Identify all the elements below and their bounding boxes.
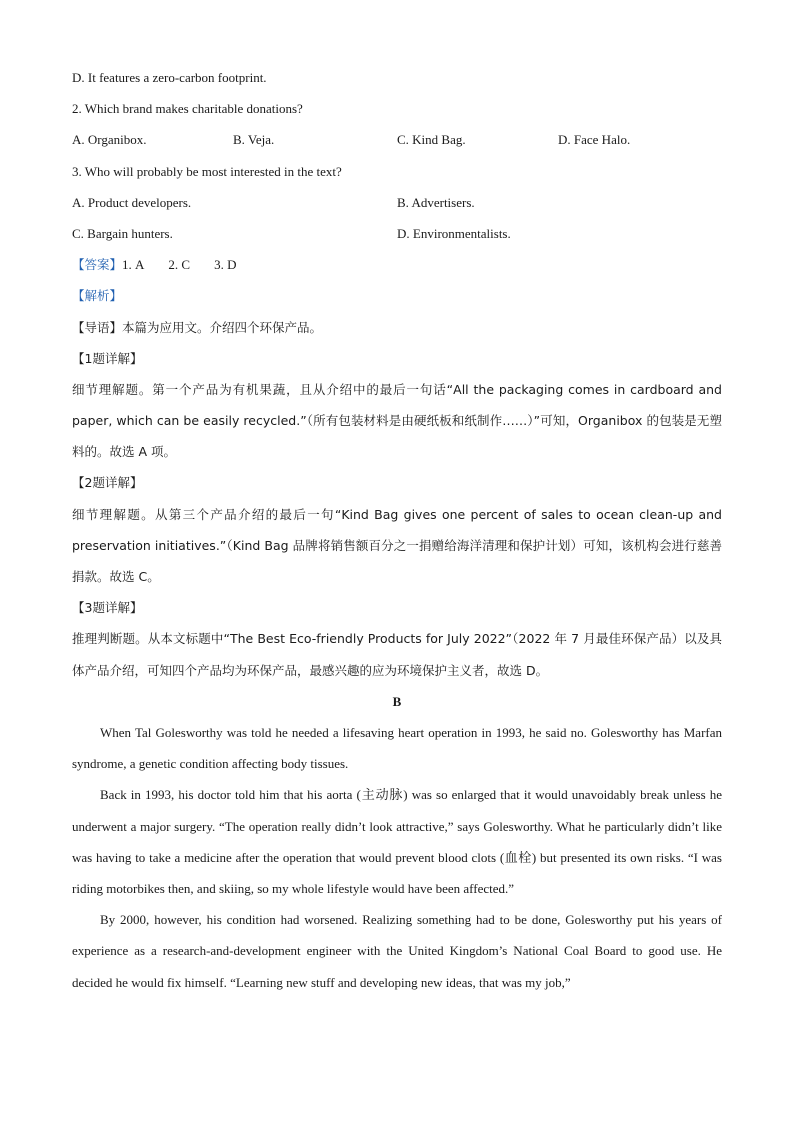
detail1-label: 【1题详解】: [72, 350, 143, 366]
q2-option-c: C. Kind Bag.: [397, 132, 466, 148]
q3-option-c: C. Bargain hunters.: [72, 225, 173, 241]
q2-option-b: B. Veja.: [233, 132, 275, 148]
section-b-heading: B: [392, 693, 402, 709]
passage-paragraph-3: By 2000, however, his condition had worsened. Realizing something had to be done, Golesworthy put his years of experience as a research-and-development engineer with the United Kingdom’s National Coal Board to good use. He decided he would fix himself. “Learning new stuff and developing new ideas, that was my job,”: [72, 912, 722, 990]
q3-question: 3. Who will probably be most interested in the text?: [72, 163, 342, 179]
q3-option-d: D. Environmentalists.: [397, 225, 511, 241]
q3-options-row2: [72, 218, 722, 249]
document-page: [72, 62, 722, 998]
answer-line: [72, 249, 722, 280]
answer-item-1: 1. A: [122, 257, 145, 273]
q3-option-b: B. Advertisers.: [397, 194, 475, 210]
detail2-text: 细节理解题。从第三个产品介绍的最后一句“Kind Bag gives one percent of sales to ocean clean-up and preservation initiatives.”（Kind Bag 品牌将销售额百分之一捐赠给海洋清理和保护计划）可知，该机构会进行慈善捐款。故选 C。: [72, 506, 722, 585]
q2-option-d: D. Face Halo.: [558, 132, 631, 148]
q2-question: 2. Which brand makes charitable donations?: [72, 101, 303, 117]
detail3-label: 【3题详解】: [72, 600, 143, 616]
guide-label: 【导语】: [72, 319, 123, 335]
analysis-label: 【解析】: [72, 288, 123, 304]
q3-options-row1: [72, 187, 722, 218]
guide-text: 本篇为应用文。介绍四个环保产品。: [122, 319, 323, 335]
detail3-text: 推理判断题。从本文标题中“The Best Eco-friendly Products for July 2022”（2022 年 7 月最佳环保产品）以及具体产品介绍，可知四个产品均为环保产品，最感兴趣的应为环境保护主义者，故选 D。: [72, 631, 722, 678]
q2-option-a: A. Organibox.: [72, 132, 147, 148]
passage-paragraph-2: Back in 1993, his doctor told him that his aorta (主动脉) was so enlarged that it would unavoidably break unless he underwent a major surgery. “The operation really didn’t look attractive,” says Golesworthy. What he particularly didn’t like was having to take a medicine after the operation that would prevent blood clots (血栓) but presented its own risks. “I was riding motorbikes then, and skiing, so my whole lifestyle would have been affected.”: [72, 787, 722, 897]
answer-label: 【答案】: [72, 257, 123, 273]
answer-item-3: 3. D: [214, 257, 237, 273]
answer-item-2: 2. C: [168, 257, 191, 273]
detail2-label: 【2题详解】: [72, 475, 143, 491]
guide-line: [72, 312, 722, 343]
q2-options: [72, 124, 722, 155]
q1-option-d: D. It features a zero-carbon footprint.: [72, 70, 267, 85]
detail1-text: 细节理解题。第一个产品为有机果蔬，且从介绍中的最后一句话“All the packaging comes in cardboard and paper, which can be easily recycled.”（所有包装材料是由硬纸板和纸制作……）”可知，Organibox 的包装是无塑料的。故选 A 项。: [72, 381, 722, 460]
passage-paragraph-1: When Tal Golesworthy was told he needed a lifesaving heart operation in 1993, he said no. Golesworthy has Marfan syndrome, a genetic condition affecting body tissues.: [72, 725, 722, 772]
q3-option-a: A. Product developers.: [72, 194, 192, 210]
